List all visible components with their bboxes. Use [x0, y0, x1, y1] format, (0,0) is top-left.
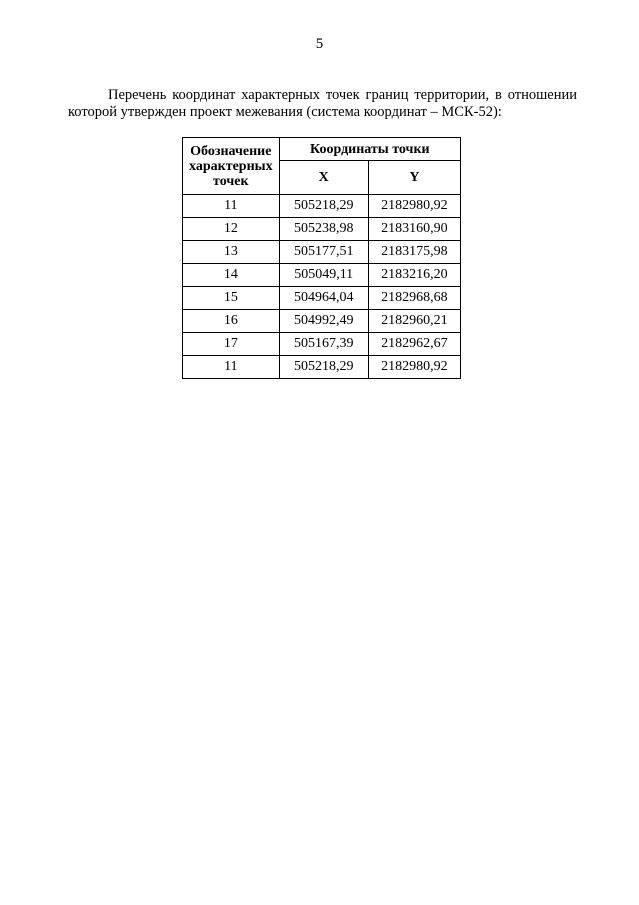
- table-row: [183, 333, 461, 356]
- cell-point: 17: [183, 333, 280, 356]
- cell-y: 2182968,68: [368, 287, 460, 310]
- cell-x: 505238,98: [279, 218, 368, 241]
- cell-point: 14: [183, 264, 280, 287]
- cell-y: 2183160,90: [368, 218, 460, 241]
- cell-x: 505218,29: [279, 356, 368, 379]
- header-x: X: [279, 161, 368, 195]
- table-row: [183, 264, 461, 287]
- table-header: [183, 138, 461, 195]
- coordinates-table: [182, 137, 461, 379]
- header-y: Y: [368, 161, 460, 195]
- table-row: [183, 287, 461, 310]
- intro-paragraph: Перечень координат характерных точек границ территории, в отношении которой утвержден проект межевания (система координат – МСК-52):: [68, 87, 577, 120]
- page-number: 5: [315, 36, 324, 52]
- cell-point: 16: [183, 310, 280, 333]
- cell-x: 504992,49: [279, 310, 368, 333]
- table-row: [183, 310, 461, 333]
- cell-y: 2183216,20: [368, 264, 460, 287]
- table-row: [183, 218, 461, 241]
- cell-point: 12: [183, 218, 280, 241]
- cell-point: 13: [183, 241, 280, 264]
- cell-y: 2183175,98: [368, 241, 460, 264]
- cell-y: 2182960,21: [368, 310, 460, 333]
- cell-point: 11: [183, 195, 280, 218]
- cell-y: 2182962,67: [368, 333, 460, 356]
- cell-x: 504964,04: [279, 287, 368, 310]
- table-row: [183, 356, 461, 379]
- cell-y: 2182980,92: [368, 356, 460, 379]
- table-row: [183, 195, 461, 218]
- cell-y: 2182980,92: [368, 195, 460, 218]
- header-row: [183, 138, 461, 161]
- table-body: [183, 195, 461, 379]
- cell-x: 505049,11: [279, 264, 368, 287]
- header-designation: Обозначение характерных точек: [183, 138, 280, 195]
- cell-point: 15: [183, 287, 280, 310]
- table-row: [183, 241, 461, 264]
- cell-x: 505218,29: [279, 195, 368, 218]
- cell-x: 505177,51: [279, 241, 368, 264]
- cell-point: 11: [183, 356, 280, 379]
- cell-x: 505167,39: [279, 333, 368, 356]
- header-coordinates-group: Координаты точки: [279, 138, 460, 161]
